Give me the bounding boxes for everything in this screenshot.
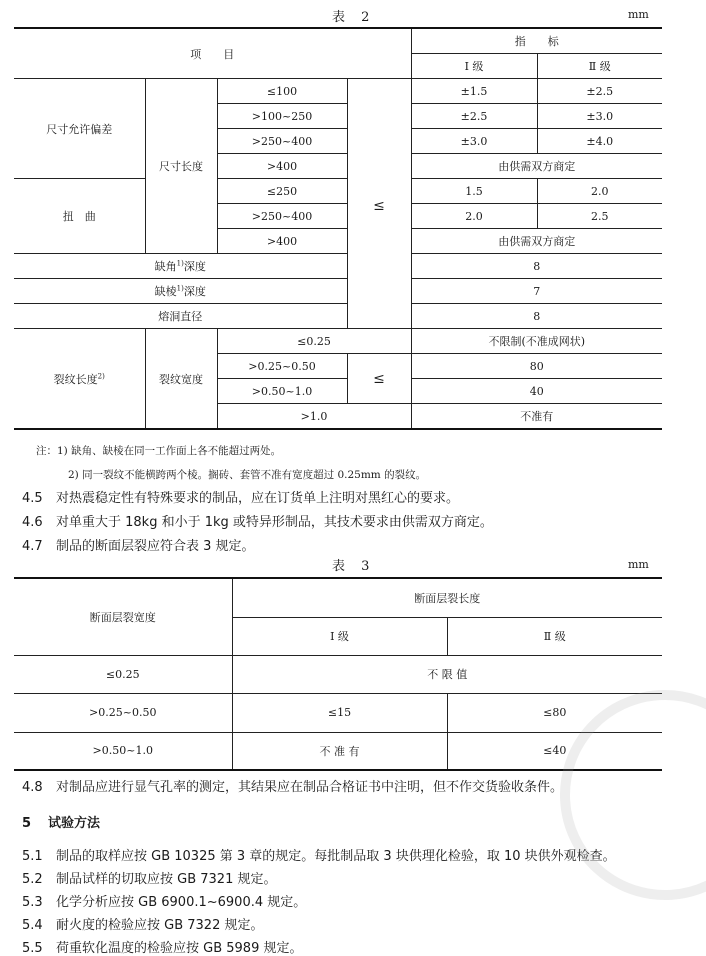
merged-cell: 由供需双方商定 [411, 229, 662, 254]
width-cell: ≤0.25 [14, 655, 232, 693]
grade2-cell: ±2.5 [537, 79, 662, 104]
clause-5-3: 5.3 化学分析应按 GB 6900.1~6900.4 规定。 [22, 895, 307, 910]
clause-5-4: 5.4 耐火度的检验应按 GB 7322 规定。 [22, 918, 264, 933]
grade2-cell: 2.0 [537, 179, 662, 204]
grade2-cell: ≤40 [447, 732, 662, 770]
table3-grade2-header: Ⅱ 级 [447, 617, 662, 655]
table2-item-header: 项 目 [14, 28, 411, 79]
table3-col1-header: 断面层裂宽度 [14, 578, 232, 655]
range-cell: ≤0.25 [217, 329, 411, 354]
range-cell: ≤250 [217, 179, 347, 204]
crack-value-cell: 不限制(不准成网状) [411, 329, 662, 354]
hole-diameter-label: 熔洞直径 [14, 304, 347, 329]
clause-5-2: 5.2 制品试样的切取应按 GB 7321 规定。 [22, 872, 277, 887]
table3-caption: 表 3 [332, 559, 376, 574]
size-deviation-label: 尺寸允许偏差 [14, 79, 145, 179]
table-row [14, 279, 662, 304]
edge-depth-value: 7 [411, 279, 662, 304]
range-cell: ≤100 [217, 79, 347, 104]
table-row [14, 329, 662, 354]
range-cell: >400 [217, 154, 347, 179]
grade1-cell: ±2.5 [411, 104, 537, 129]
clause-5-1: 5.1 制品的取样应按 GB 10325 第 3 章的规定。每批制品取 3 块供理化检验，取 10 块供外观检查。 [22, 849, 616, 864]
table2-caption: 表 2 [332, 10, 376, 25]
crack-value-cell: 80 [411, 354, 662, 379]
le-symbol: ≤ [347, 79, 411, 329]
table2-index-header: 指 标 [411, 28, 662, 54]
clause-4-6: 4.6 对单重大于 18kg 和小于 1kg 或特异形制品，其技术要求由供需双方商定。 [22, 515, 493, 530]
clause-4-8: 4.8 对制品应进行显气孔率的测定，其结果应在制品合格证书中注明，但不作交货验收条件。 [22, 780, 564, 795]
twist-label: 扭 曲 [14, 179, 145, 254]
range-cell: >100~250 [217, 104, 347, 129]
range-cell: >0.25~0.50 [217, 354, 347, 379]
crack-value-cell: 40 [411, 379, 662, 404]
table2-note-2: 2) 同一裂纹不能横跨两个棱。搁砖、套管不准有宽度超过 0.25mm 的裂纹。 [68, 469, 427, 481]
table-row [14, 179, 662, 204]
edge-depth-label: 缺棱$^{1)}$深度 [14, 279, 347, 304]
range-cell: >0.50~1.0 [217, 379, 347, 404]
section-5-heading: 5 试验方法 [22, 816, 101, 831]
grade1-cell: 2.0 [411, 204, 537, 229]
clause-4-7: 4.7 制品的断面层裂应符合表 3 规定。 [22, 539, 255, 554]
crack-length-label: 裂纹长度$^{2)}$ [14, 329, 145, 430]
corner-depth-label: 缺角$^{1)}$深度 [14, 254, 347, 279]
grade2-cell: ≤80 [447, 693, 662, 732]
table2-grade1-header: Ⅰ 级 [411, 54, 537, 79]
table2-unit: mm [628, 8, 649, 21]
range-cell: >400 [217, 229, 347, 254]
grade1-cell: ±3.0 [411, 129, 537, 154]
le-symbol: ≤ [347, 354, 411, 404]
merged-cell: 由供需双方商定 [411, 154, 662, 179]
grade1-cell: ≤15 [232, 693, 447, 732]
table2-note-1: 注：1) 缺角、缺棱在同一工作面上各不能超过两处。 [36, 445, 282, 457]
range-cell: >250~400 [217, 204, 347, 229]
table3 [14, 577, 662, 771]
table-row [14, 693, 662, 732]
grade2-cell: 2.5 [537, 204, 662, 229]
grade2-cell: ±3.0 [537, 104, 662, 129]
table-row [14, 79, 662, 104]
table2-grade2-header: Ⅱ 级 [537, 54, 662, 79]
table3-unit: mm [628, 558, 649, 571]
table3-grade1-header: Ⅰ 级 [232, 617, 447, 655]
grade2-cell: ±4.0 [537, 129, 662, 154]
crack-width-label: 裂纹宽度 [145, 329, 217, 430]
width-cell: >0.25~0.50 [14, 693, 232, 732]
grade1-cell: ±1.5 [411, 79, 537, 104]
merged-cell: 不 限 值 [232, 655, 662, 693]
table-row [14, 304, 662, 329]
table3-col2-header: 断面层裂长度 [232, 578, 662, 617]
grade1-cell: 不 准 有 [232, 732, 447, 770]
hole-diameter-value: 8 [411, 304, 662, 329]
grade1-cell: 1.5 [411, 179, 537, 204]
table-row [14, 655, 662, 693]
table-row [14, 254, 662, 279]
crack-value-cell: 不准有 [411, 404, 662, 430]
table2 [14, 27, 662, 430]
range-cell: >250~400 [217, 129, 347, 154]
clause-5-5: 5.5 荷重软化温度的检验应按 GB 5989 规定。 [22, 941, 303, 956]
range-cell: >1.0 [217, 404, 411, 430]
size-length-label: 尺寸长度 [145, 79, 217, 254]
clause-4-5: 4.5 对热震稳定性有特殊要求的制品，应在订货单上注明对黑红心的要求。 [22, 491, 460, 506]
width-cell: >0.50~1.0 [14, 732, 232, 770]
corner-depth-value: 8 [411, 254, 662, 279]
